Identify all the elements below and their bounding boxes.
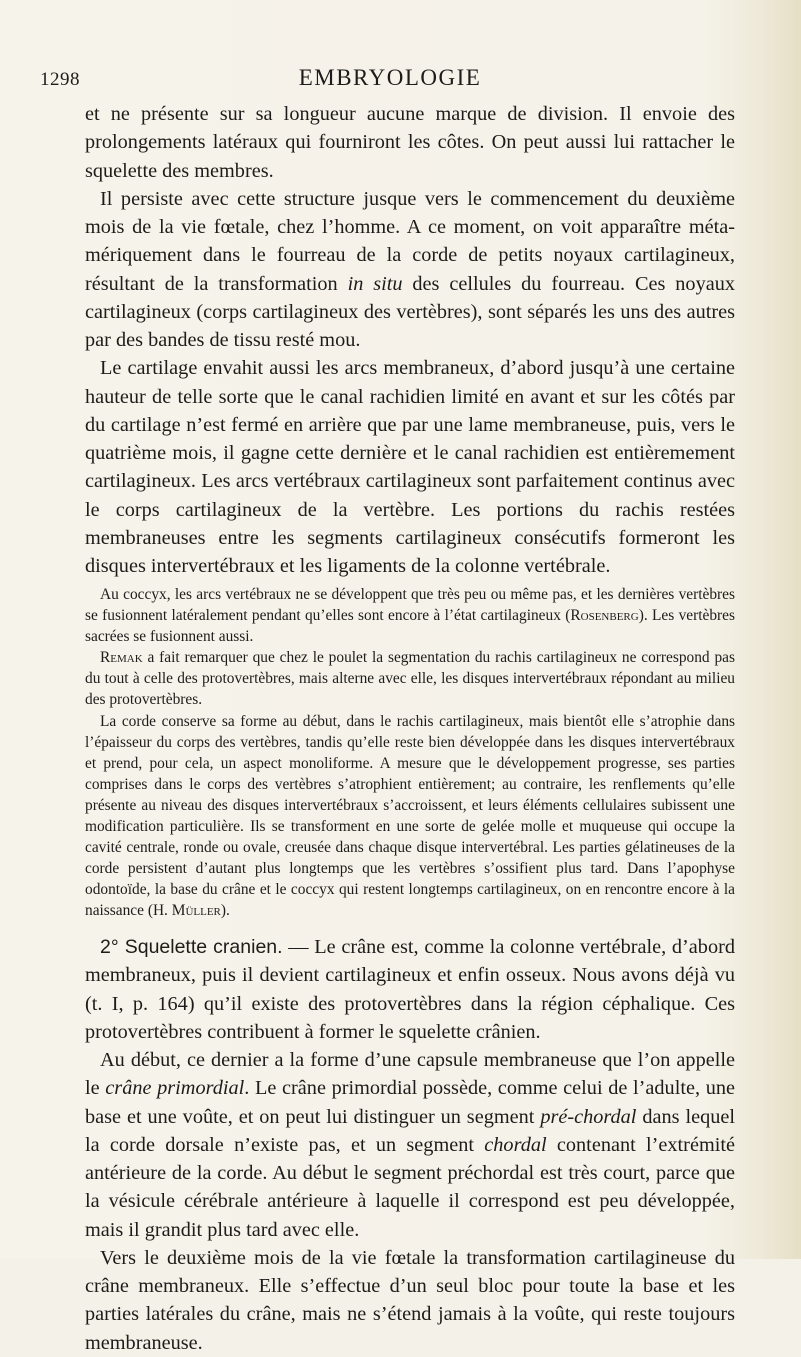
paragraph-cartilage-nuclei: Il persiste avec cette structure jusque vers le commencement du deuxième mois de la vie fœtale, chez l’homme. A ce moment, on voit apparaître méta-mériquement dans le fourreau de la corde de petits noyaux cartilagineux, résultant de la transformation in situ des cellules du fourreau. Ces noyaux cartilagineux (corps cartilagineux des vertèbres), sont séparés les uns des autres par des bandes de tissu resté mou. bbox=[85, 187, 735, 351]
note-coccyx: Au coccyx, les arcs vertébraux ne se développent que très peu ou même pas, et les dernières vertèbres se fusionnent latéralement pendant qu’elles sont encore à l’état cartilagineux (Rosenberg). Les vertèbres sacrées se fusionnent aussi. bbox=[85, 586, 735, 646]
note-remak: Remak a fait remarquer que chez le poulet la segmentation du rachis cartilagineux ne correspond pas du tout à celle des protovertèbres, mais alterne avec elle, les disques intervertébraux répondant au milieu des protovertèbres. bbox=[85, 649, 735, 709]
section-cranial-skeleton: 2° Squelette cranien. — Le crâne est, comme la colonne vertébrale, d’abord membraneux, puis il devient cartilagineux et enfin osseux. Nous avons déjà vu (t. I, p. 164) qu’il existe des protovertèbres dans la région céphalique. Ces protovertèbres contribuent à former le squelette crânien. bbox=[85, 936, 735, 1043]
paragraph-continuation: et ne présente sur sa longueur aucune marque de division. Il envoie des prolongements latéraux qui fourniront les côtes. On peut aussi lui rattacher le squelette des membres. bbox=[85, 103, 735, 182]
paragraph-vertebral-arches: Le cartilage envahit aussi les arcs membraneux, d’abord jusqu’à une certaine hauteur de telle sorte que le canal rachidien limité en avant et sur les côtés par du cartilage n’est fermé en arrière que par une lame membraneuse, puis, vers le quatrième mois, il gagne cette dernière et le canal rachidien est entièremement cartilagineux. Les arcs vertébraux cartilagineux sont parfaitement continus avec le corps cartilagineux de la vertèbre. Les portions du rachis restées membraneuses entre les segments cartilagineux consécutifs formeront les disques intervertébraux et les ligaments de la colonne vertébrale. bbox=[85, 357, 735, 577]
section-heading: 2° Squelette cranien. bbox=[100, 936, 283, 958]
running-title: EMBRYOLOGIE bbox=[298, 65, 482, 90]
body-text bbox=[85, 100, 735, 1357]
paragraph-primordial-skull: Au début, ce dernier a la forme d’une capsule membraneuse que l’on appelle le crâne primordial. Le crâne primordial possède, comme celui de l’adulte, une base et une voûte, et on peut lui distinguer un segment pré-chordal dans lequel la corde dorsale n’existe pas, et un segment chordal contenant l’extrémité antérieure de la corde. Au début le segment préchordal est très court, parce que la vésicule cérébrale antérieure à laquelle il correspond est peu développée, mais il grandit plus tard avec elle. bbox=[85, 1049, 735, 1241]
note-notochord: La corde conserve sa forme au début, dans le rachis cartilagineux, mais bientôt elle s’atrophie dans l’épaisseur du corps des vertèbres, tandis qu’elle reste bien développée dans les disques intervertébraux et prend, pour cela, un aspect monoliforme. A mesure que le développement progresse, ses parties comprises dans le corps des vertèbres s’atrophient entièrement; au contraire, les renflements qu’elle présente au niveau des disques intervertébraux s’accroissent, et leurs éléments cellulaires subissent une modification particulière. Ils se transforment en une sorte de gelée molle et muqueuse qui occupe la cavité centrale, ronde ou ovale, creusée dans chaque disque intervertébral. Les parties gélatineuses de la corde persistent d’autant plus longtemps que les vertèbres s’ossifient plus tard. Dans l’apophyse odontoïde, la base du crâne et le coccyx qui restent longtemps cartilagineux, on en rencontre encore à la naissance (H. Müller). bbox=[85, 712, 735, 919]
paragraph-cartilaginous-transformation: Vers le deuxième mois de la vie fœtale la transformation cartilagineuse du crâne membraneux. Elle s’effectue d’un seul bloc pour toute la base et les parties latérales du crâne, mais ne s’étend jamais à la voûte, qui reste toujours membraneuse. bbox=[85, 1246, 735, 1354]
running-head bbox=[40, 63, 740, 93]
page-number: 1298 bbox=[40, 69, 80, 90]
